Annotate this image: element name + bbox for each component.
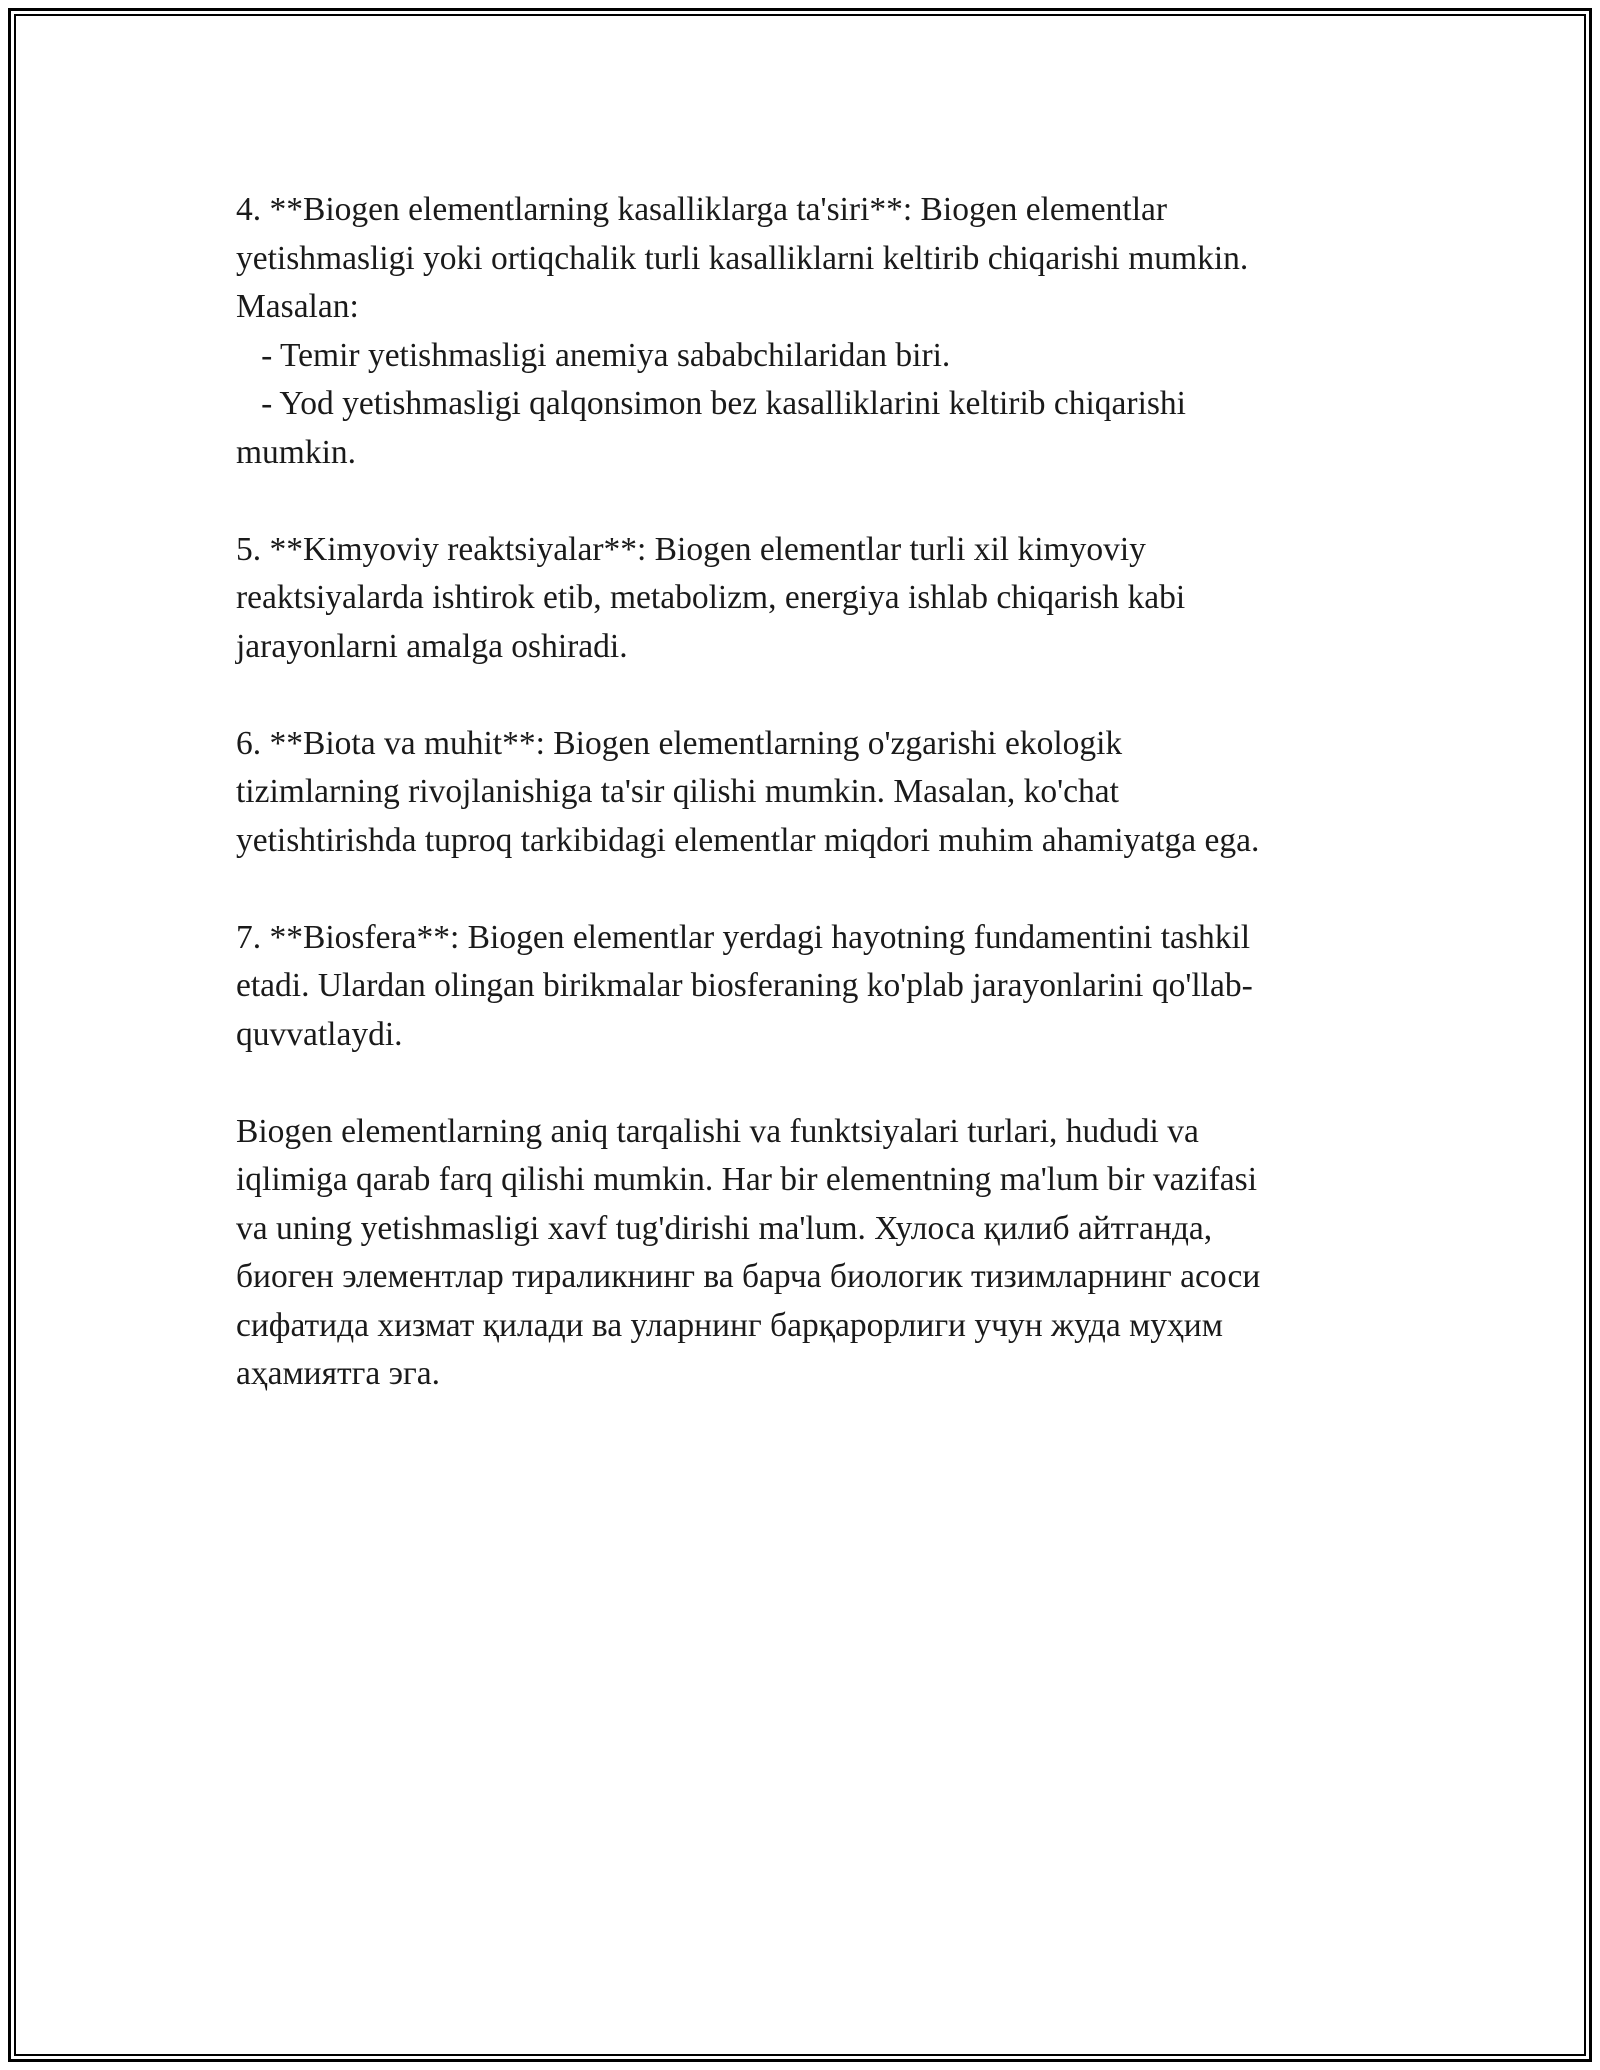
text-line: reaktsiyalarda ishtirok etib, metabolizm, energiya ishlab chiqarish kabi bbox=[236, 579, 1186, 616]
text-line: Biogen elementlarning aniq tarqalishi va funktsiyalari turlari, hududi va bbox=[236, 1112, 1199, 1150]
paragraph-biosphere bbox=[236, 914, 1366, 1060]
text-line: 6. **Biota va muhit**: Biogen elementlarning o'zgarishi ekologik bbox=[236, 724, 1123, 762]
text-line: yetishtirishda tuproq tarkibidagi elementlar miqdori muhim ahamiyatga ega. bbox=[236, 821, 1260, 859]
text-line: биоген элементлар тираликнинг ва барча биологик тизимларнинг асоси bbox=[236, 1258, 1261, 1295]
document-body bbox=[236, 186, 1366, 1447]
text-line: аҳамиятга эга. bbox=[236, 1355, 441, 1392]
text-line: tizimlarning rivojlanishiga ta'sir qilishi mumkin. Masalan, ko'chat bbox=[236, 773, 1119, 810]
list-item-line: - Temir yetishmasligi anemiya sababchilaridan biri. bbox=[236, 336, 951, 374]
text-line: va uning yetishmasligi xavf tug'dirishi ma'lum. Хулоса қилиб айтганда, bbox=[236, 1209, 1213, 1247]
text-line: 7. **Biosfera**: Biogen elementlar yerdagi hayotning fundamentini tashkil bbox=[236, 918, 1251, 956]
text-line: сифатида хизмат қилади ва уларнинг барқарорлиги учун жуда муҳим bbox=[236, 1306, 1223, 1344]
text-line: jarayonlarni amalga oshiradi. bbox=[236, 627, 628, 665]
text-line: mumkin. bbox=[236, 433, 357, 471]
paragraph-conclusion bbox=[236, 1108, 1366, 1399]
list-item-line: - Yod yetishmasligi qalqonsimon bez kasalliklarini keltirib chiqarishi bbox=[236, 385, 1186, 422]
text-line: yetishmasligi yoki ortiqchalik turli kasalliklarni keltirib chiqarishi mumkin. bbox=[236, 239, 1249, 277]
paragraph-biota-environment bbox=[236, 720, 1366, 866]
text-line: quvvatlaydi. bbox=[236, 1015, 403, 1053]
paragraph-chemical-reactions bbox=[236, 526, 1366, 672]
paragraph-biogen-diseases bbox=[236, 186, 1366, 477]
text-line: 5. **Kimyoviy reaktsiyalar**: Biogen elementlar turli xil kimyoviy bbox=[236, 530, 1146, 568]
text-line: iqlimiga qarab farq qilishi mumkin. Har bir elementning ma'lum bir vazifasi bbox=[236, 1161, 1258, 1198]
text-line: Masalan: bbox=[236, 288, 359, 325]
text-line: etadi. Ulardan olingan birikmalar biosferaning ko'plab jarayonlarini qo'llab- bbox=[236, 967, 1253, 1004]
text-line: 4. **Biogen elementlarning kasalliklarga ta'siri**: Biogen elementlar bbox=[236, 191, 1168, 228]
